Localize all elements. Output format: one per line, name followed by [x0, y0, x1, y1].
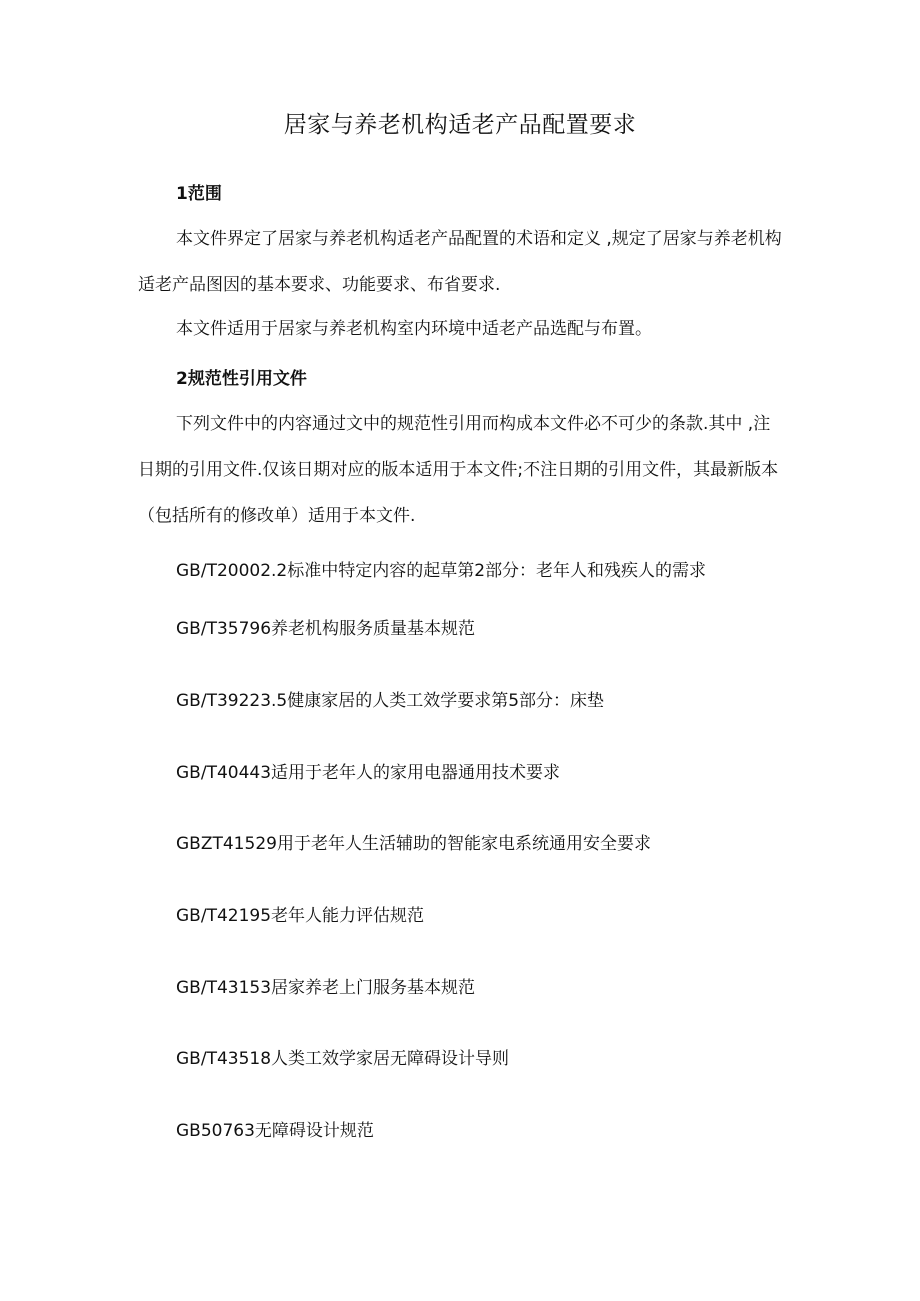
reference-item: GB/T42195老年人能力评估规范 [176, 906, 425, 926]
references-intro-paragraph: 下列文件中的内容通过文中的规范性引用而构成本文件必不可少的条款.其中 ,注日期的引用文件.仅该日期对应的版本适用于本文件;不注日期的引用文件，其最新版本（包括所有的修改单）适用于本文件. [138, 414, 779, 526]
reference-item: GB/T43518人类工效学家居无障碍设计导则 [176, 1049, 510, 1069]
reference-item: GB/T20002.2标准中特定内容的起草第2部分：老年人和残疾人的需求 [176, 561, 707, 581]
reference-item: GB/T35796养老机构服务质量基本规范 [176, 619, 476, 639]
section-heading-normative-references: 2规范性引用文件 [176, 369, 307, 389]
reference-item: GB/T39223.5健康家居的人类工效学要求第5部分：床垫 [176, 691, 605, 711]
scope-paragraph: 本文件界定了居家与养老机构适老产品配置的术语和定义 ,规定了居家与养老机构适老产品图因的基本要求、功能要求、布省要求. [138, 229, 782, 295]
section-heading-scope: 1范围 [176, 184, 222, 204]
document-title: 居家与养老机构适老产品配置要求 [283, 112, 637, 138]
reference-item: GB50763无障碍设计规范 [176, 1121, 374, 1141]
reference-item: GBZT41529用于老年人生活辅助的智能家电系统通用安全要求 [176, 834, 651, 854]
scope-applicability-paragraph: 本文件适用于居家与养老机构室内环境中适老产品选配与布置。 [176, 319, 652, 339]
reference-item: GB/T43153居家养老上门服务基本规范 [176, 978, 476, 998]
reference-item: GB/T40443适用于老年人的家用电器通用技术要求 [176, 763, 561, 783]
